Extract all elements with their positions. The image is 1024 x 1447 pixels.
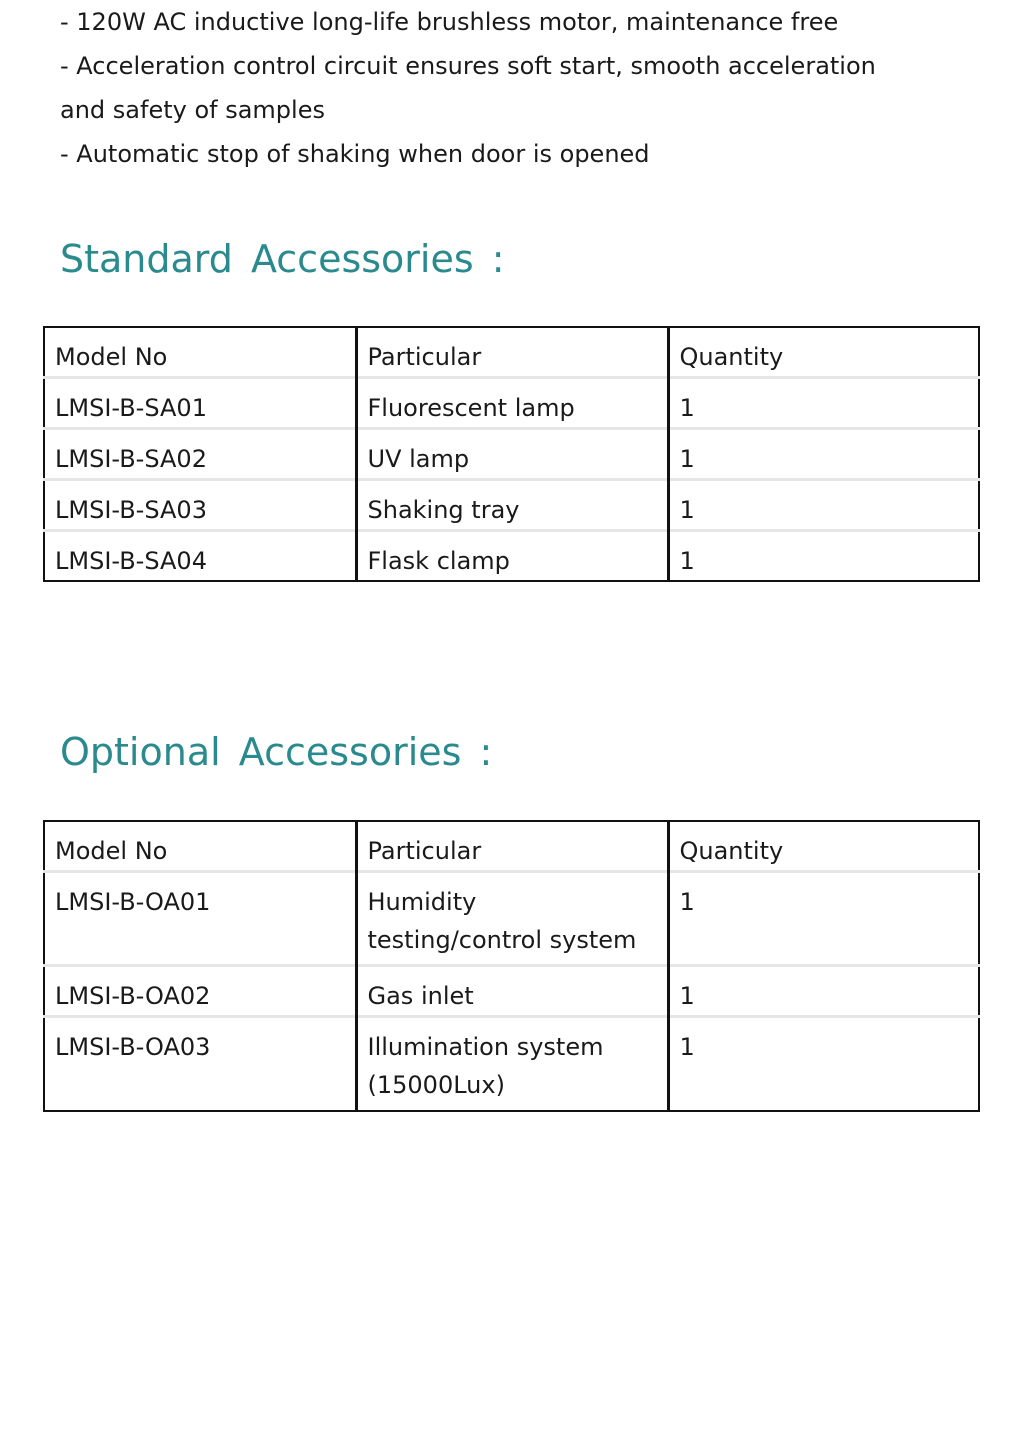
table-row xyxy=(44,1017,979,1111)
header-particular: Particular xyxy=(356,327,668,378)
cell-model: LMSI-B-SA02 xyxy=(44,429,356,480)
cell-quantity: 1 xyxy=(668,872,979,966)
cell-particular: Fluorescent lamp xyxy=(356,378,668,429)
table-header-row xyxy=(44,327,979,378)
cell-quantity: 1 xyxy=(668,966,979,1017)
cell-model: LMSI-B-SA01 xyxy=(44,378,356,429)
cell-particular: Shaking tray xyxy=(356,480,668,531)
table-row xyxy=(44,531,979,582)
cell-quantity: 1 xyxy=(668,429,979,480)
cell-quantity: 1 xyxy=(668,480,979,531)
cell-quantity: 1 xyxy=(668,531,979,582)
optional-accessories-table xyxy=(43,820,980,1112)
header-model-no: Model No xyxy=(44,821,356,872)
table-row xyxy=(44,378,979,429)
feature-line: - 120W AC inductive long-life brushless motor, maintenance free xyxy=(60,8,839,36)
cell-model: LMSI-B-OA03 xyxy=(44,1017,356,1111)
table-row xyxy=(44,872,979,966)
header-quantity: Quantity xyxy=(668,327,979,378)
standard-accessories-title: Standard Accessories : xyxy=(60,237,505,281)
feature-line: - Acceleration control circuit ensures soft start, smooth acceleration xyxy=(60,52,876,80)
cell-model: LMSI-B-OA01 xyxy=(44,872,356,966)
feature-list xyxy=(60,0,960,176)
cell-particular: Illumination system (15000Lux) xyxy=(356,1017,668,1111)
cell-quantity: 1 xyxy=(668,378,979,429)
table-row xyxy=(44,480,979,531)
optional-accessories-title: Optional Accessories : xyxy=(60,730,493,774)
cell-model: LMSI-B-SA04 xyxy=(44,531,356,582)
header-quantity: Quantity xyxy=(668,821,979,872)
cell-model: LMSI-B-SA03 xyxy=(44,480,356,531)
cell-particular: Flask clamp xyxy=(356,531,668,582)
header-particular: Particular xyxy=(356,821,668,872)
cell-particular: UV lamp xyxy=(356,429,668,480)
table-row xyxy=(44,966,979,1017)
cell-model: LMSI-B-OA02 xyxy=(44,966,356,1017)
cell-quantity: 1 xyxy=(668,1017,979,1111)
cell-particular: Humidity testing/control system xyxy=(356,872,668,966)
table-row xyxy=(44,429,979,480)
standard-accessories-table xyxy=(43,326,980,582)
table-header-row xyxy=(44,821,979,872)
feature-line: and safety of samples xyxy=(60,96,325,124)
cell-particular: Gas inlet xyxy=(356,966,668,1017)
header-model-no: Model No xyxy=(44,327,356,378)
feature-line: - Automatic stop of shaking when door is opened xyxy=(60,140,650,168)
